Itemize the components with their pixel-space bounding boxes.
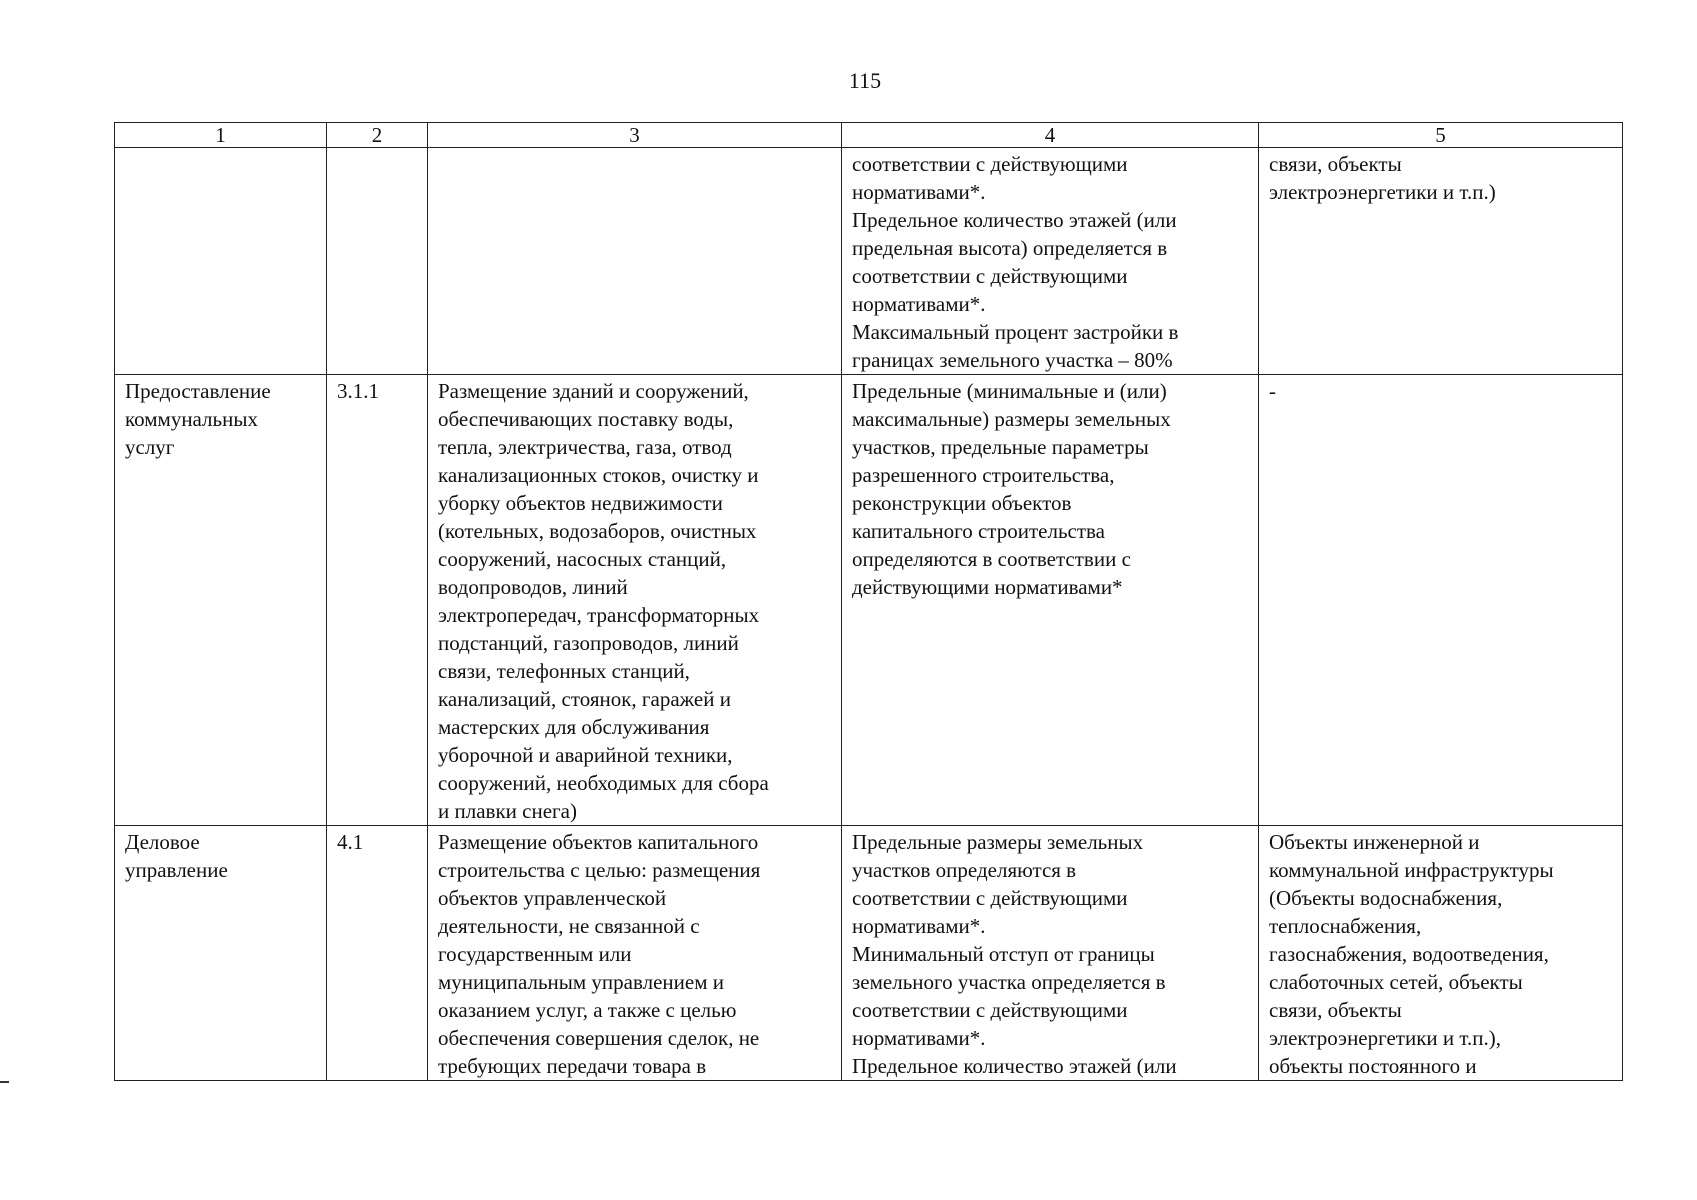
code-cell xyxy=(327,148,428,375)
parameters-cell: Предельные размеры земельных участков определяются в соответствии с действующими нормативами*. Минимальный отступ от границы земельного участка определяется в соответствии с действующими нормативами*. Предельное количество этажей (или xyxy=(842,826,1259,1081)
use-name-cell xyxy=(115,148,327,375)
zoning-table xyxy=(114,122,1623,1081)
column-header-5: 5 xyxy=(1259,123,1623,148)
table-row xyxy=(115,375,1623,826)
table-body xyxy=(115,148,1623,1081)
auxiliary-objects-cell: связи, объекты электроэнергетики и т.п.) xyxy=(1259,148,1623,375)
table-header xyxy=(115,123,1623,148)
column-header-3: 3 xyxy=(428,123,842,148)
page-number: 115 xyxy=(848,68,882,93)
column-header-4: 4 xyxy=(842,123,1259,148)
description-cell: Размещение зданий и сооружений, обеспечивающих поставку воды, тепла, электричества, газа, отвод канализационных стоков, очистку и уборку объектов недвижимости (котельных, водозаборов, очистных сооружений, насосных станций, водопроводов, линий электропередач, трансформаторных подстанций, газопроводов, линий связи, телефонных станций, канализаций, стоянок, гаражей и мастерских для обслуживания уборочной и аварийной техники, сооружений, необходимых для сбора и плавки снега) xyxy=(428,375,842,826)
use-name-cell: Деловое управление xyxy=(115,826,327,1081)
auxiliary-objects-cell: - xyxy=(1259,375,1623,826)
description-cell: Размещение объектов капитального строительства с целью: размещения объектов управленческой деятельности, не связанной с государственным или муниципальным управлением и оказанием услуг, а также с целью обеспечения совершения сделок, не требующих передачи товара в xyxy=(428,826,842,1081)
code-cell: 4.1 xyxy=(327,826,428,1081)
use-name-cell: Предоставление коммунальных услуг xyxy=(115,375,327,826)
parameters-cell: соответствии с действующими нормативами*. Предельное количество этажей (или предельная высота) определяется в соответствии с действующими нормативами*. Максимальный процент застройки в границах земельного участка – 80% xyxy=(842,148,1259,375)
code-cell: 3.1.1 xyxy=(327,375,428,826)
parameters-cell: Предельные (минимальные и (или) максимальные) размеры земельных участков, предельные параметры разрешенного строительства, реконструкции объектов капитального строительства определяются в соответствии с действующими нормативами* xyxy=(842,375,1259,826)
table-row xyxy=(115,148,1623,375)
column-header-2: 2 xyxy=(327,123,428,148)
description-cell xyxy=(428,148,842,375)
header-row xyxy=(115,123,1623,148)
auxiliary-objects-cell: Объекты инженерной и коммунальной инфраструктуры (Объекты водоснабжения, теплоснабжения, газоснабжения, водоотведения, слаботочных сетей, объекты связи, объекты электроэнергетики и т.п.), объекты постоянного и xyxy=(1259,826,1623,1081)
margin-mark xyxy=(0,1081,9,1083)
column-header-1: 1 xyxy=(115,123,327,148)
table-row xyxy=(115,826,1623,1081)
